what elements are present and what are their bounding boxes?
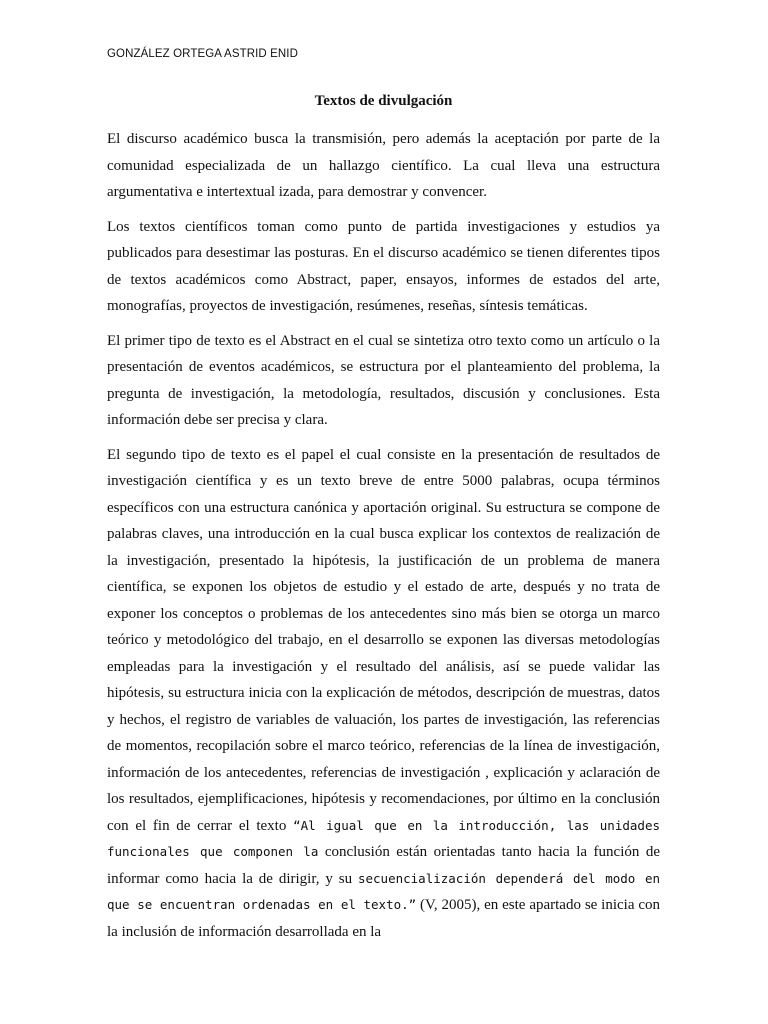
author-header: GONZÁLEZ ORTEGA ASTRID ENID bbox=[107, 48, 298, 60]
paragraph-4 bbox=[107, 442, 660, 946]
paragraph-4-text-a: El segundo tipo de texto es el papel el cual consiste en la presentación de resultados de investigación científica y es un texto breve de entre 5000 palabras, ocupa términos específicos con una estructura canónica y aportación original. Su estructura se compone de palabras claves, una introducción en la cual busca explicar los contextos de realización de la investigación, presentado la hipótesis, la justificación de un problema de manera científica, se exponen los objetos de estudio y el estado de arte, después y no trata de exponer los conceptos o problemas de los antecedentes sino más bien se otorga un marco teórico y metodológico del trabajo, en el desarrollo se exponen las diversas metodologías empleadas para la investigación y el resultado del análisis, así se puede validar las hipótesis, su estructura inicia con la explicación de métodos, descripción de muestras, datos y hechos, el registro de variables de valuación, los partes de investigación, las referencias de momentos, recopilación sobre el marco teórico, referencias de la línea de investigación, información de los antecedentes, referencias de investigación , explicación y aclaración de los resultados, ejemplificaciones, hipótesis y recomendaciones, por último en la conclusión con el fin de cerrar el texto bbox=[107, 446, 660, 834]
paragraph-3: El primer tipo de texto es el Abstract en el cual se sintetiza otro texto como un artículo o la presentación de eventos académicos, se estructura por el planteamiento del problema, la pregunta de investigación, la metodología, resultados, discusión y conclusiones. Esta información debe ser precisa y clara. bbox=[107, 332, 660, 428]
paragraph-1: El discurso académico busca la transmisión, pero además la aceptación por parte de la comunidad especializada de un hallazgo científico. La cual lleva una estructura argumentativa e intertextual izada, para demostrar y convencer. bbox=[107, 131, 660, 200]
paragraph-2: Los textos científicos toman como punto de partida investigaciones y estudios ya publicados para desestimar las posturas. En el discurso académico se tienen diferentes tipos de textos académicos como Abstract, paper, ensayos, informes de estados del arte, monografías, proyectos de investigación, resúmenes, reseñas, síntesis temáticas. bbox=[107, 218, 660, 314]
paragraph-4-text-b: conclusión están orientadas tanto hacia la función de informar como hacia la de dirigir, y su bbox=[107, 844, 660, 887]
document-title: Textos de divulgación bbox=[314, 93, 453, 109]
quoted-text-b: secuencialización dependerá del modo en que se encuentran ordenadas en el texto.” bbox=[107, 870, 660, 912]
quoted-text-a: “Al igual que en la introducción, las unidades funcionales que componen la bbox=[107, 817, 660, 859]
paragraph-4-text-c: (V, 2005), en este apartado se inicia con la inclusión de información desarrollada en la bbox=[107, 897, 660, 940]
document-body bbox=[107, 88, 660, 953]
